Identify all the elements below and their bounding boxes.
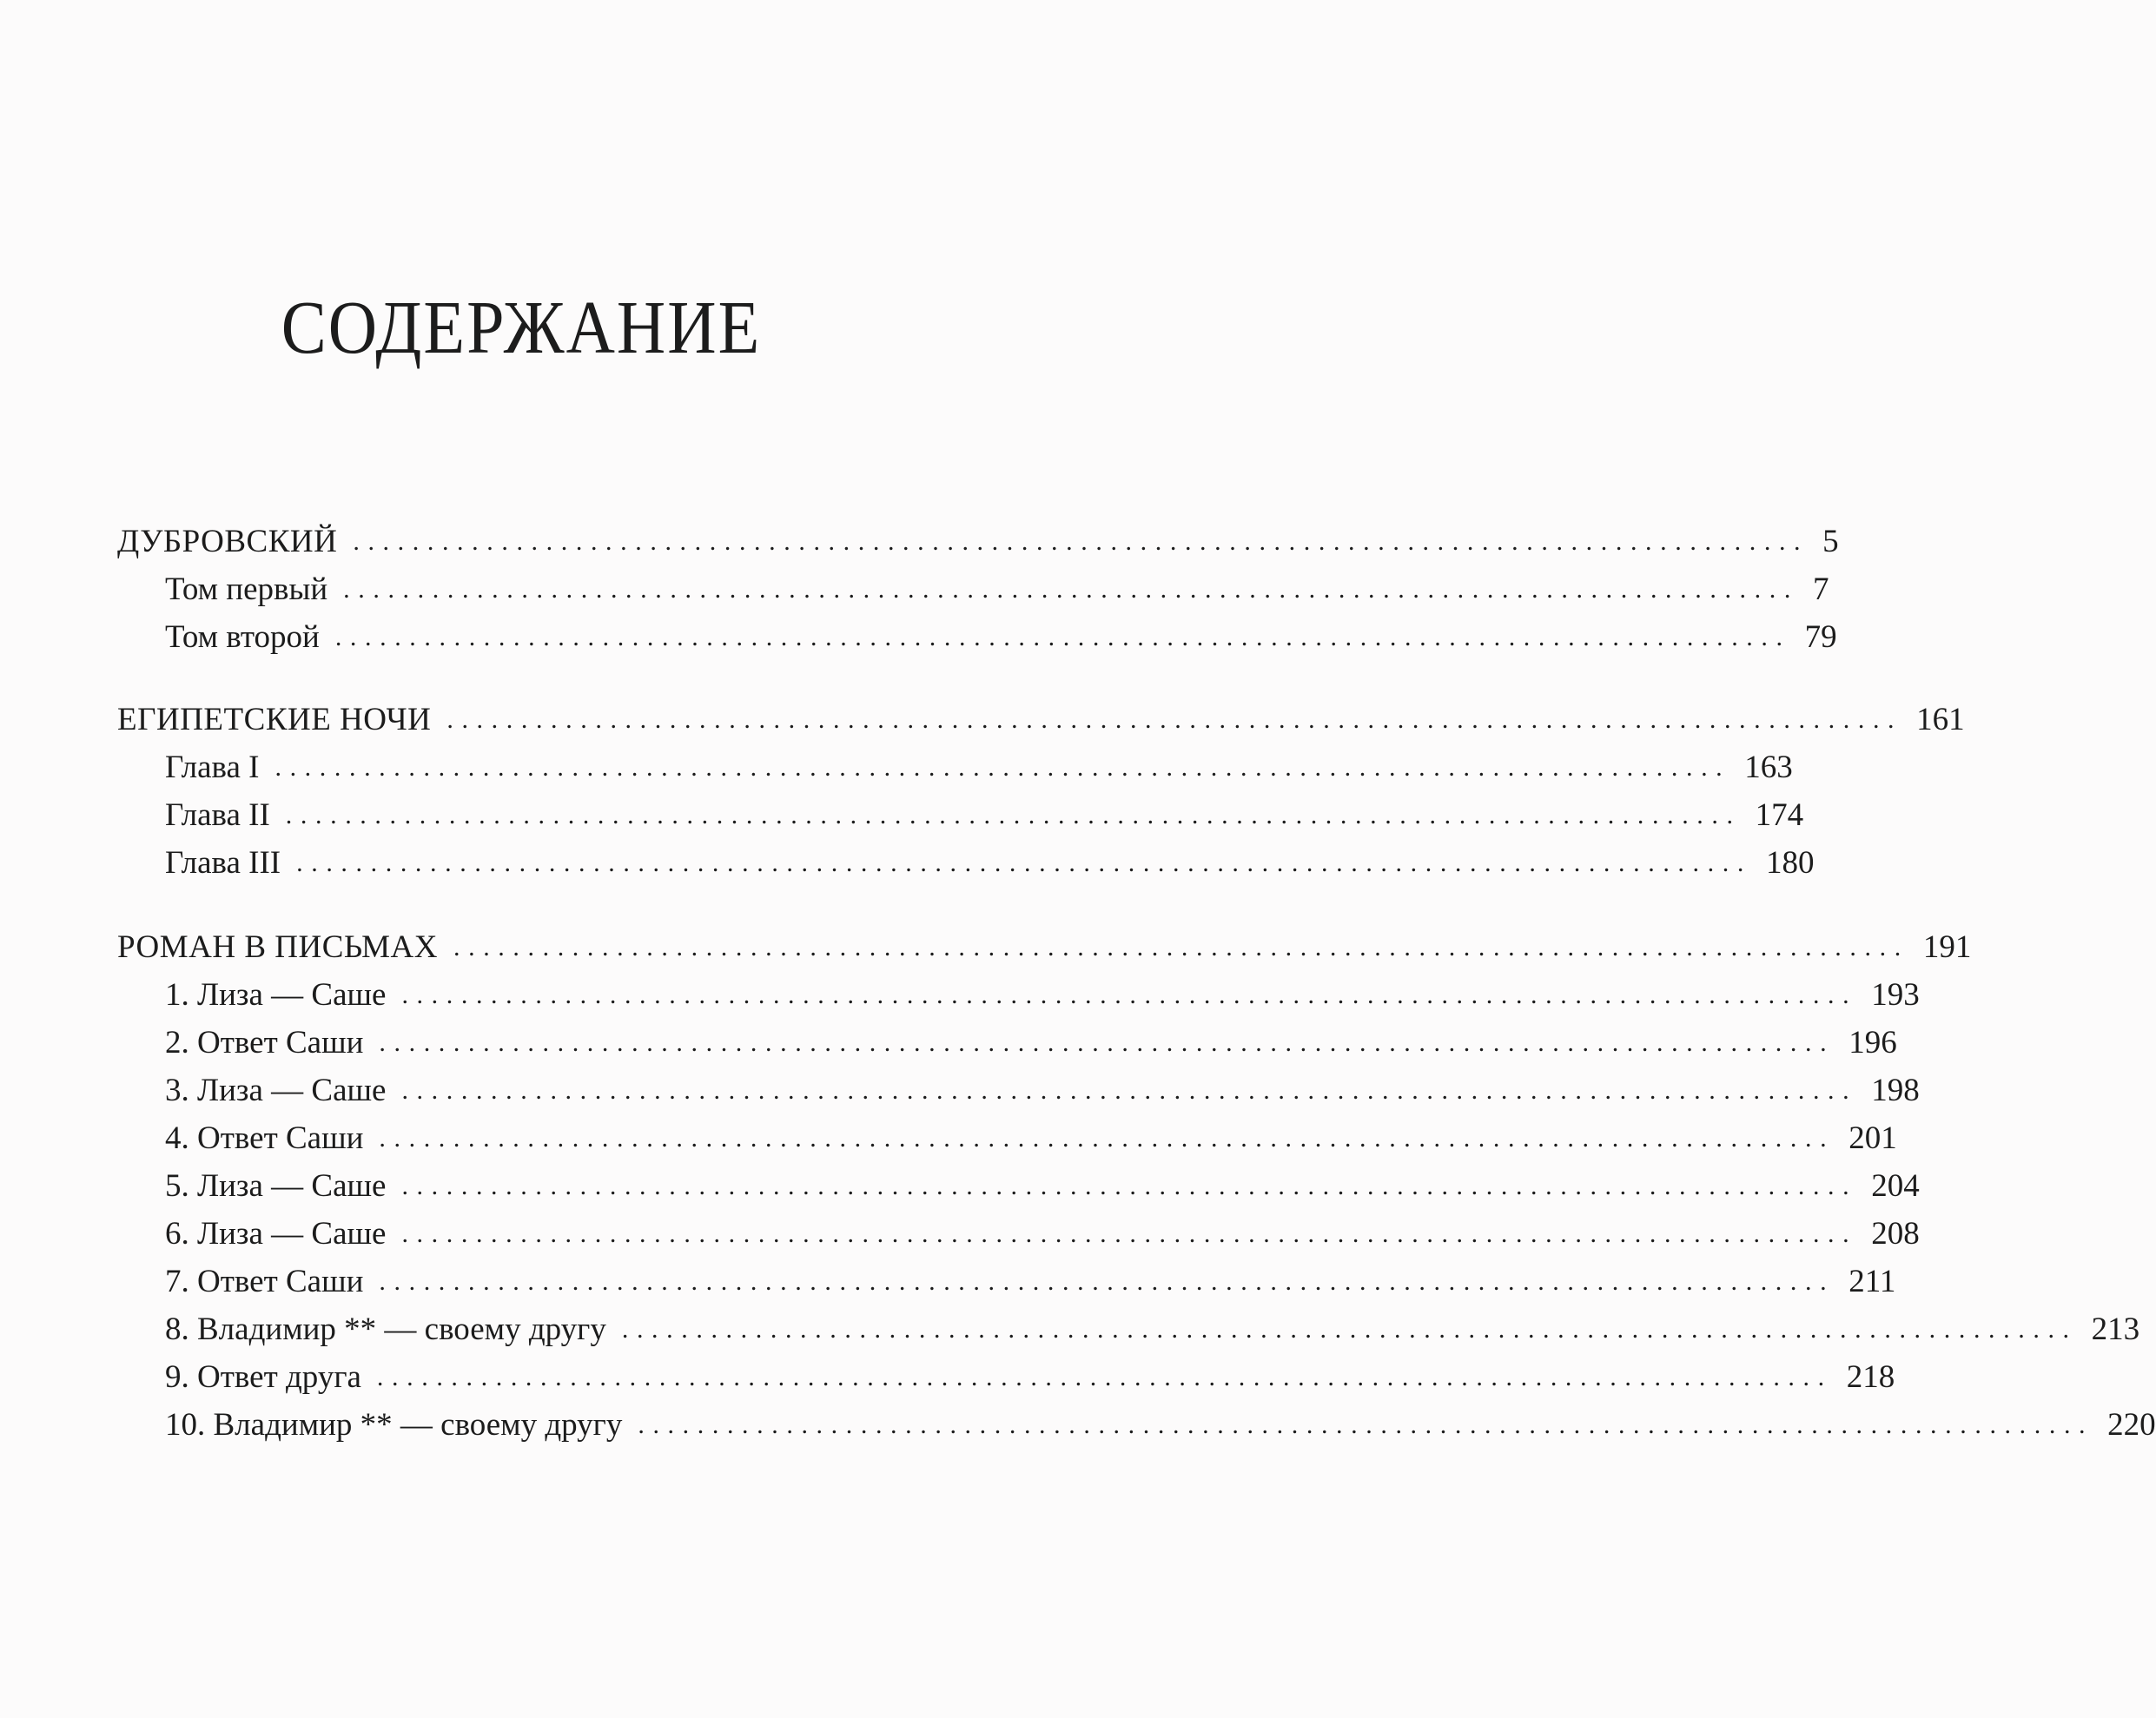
toc-page-number: 174 [1755,797,1804,833]
toc-section-entry[interactable] [117,514,1839,559]
toc-page-number: 180 [1765,845,1815,881]
toc-page-number: 196 [1848,1025,1897,1061]
toc-page-number: 79 [1804,619,1837,655]
dot-leader: .................................................................................................. [401,1219,1858,1248]
toc-page-number: 211 [1848,1264,1896,1299]
toc-page-number: 208 [1871,1216,1920,1252]
toc-item-entry[interactable] [165,740,1793,785]
toc-item-entry[interactable] [165,1063,1920,1108]
toc-page-number: 201 [1848,1120,1897,1156]
toc-page-number: 7 [1812,572,1829,607]
toc-item-title: Глава II [165,797,270,833]
toc-item-title: 10. Владимир ** — своему другу [165,1407,623,1443]
dot-leader: .................................................................................................. [274,753,1731,782]
toc-item-entry[interactable] [165,1159,1920,1204]
toc-page-number: 191 [1922,929,1972,965]
toc-item-entry[interactable] [165,1206,1920,1252]
toc-page-number: 198 [1871,1073,1920,1108]
toc-page-number: 213 [2091,1312,2140,1347]
toc-section-title: ЕГИПЕТСКИЕ НОЧИ [117,702,432,737]
dot-leader: .................................................................................................. [621,1315,2078,1344]
dot-leader: .................................................................................................. [353,527,1809,556]
toc-item-title: 8. Владимир ** — своему другу [165,1312,606,1347]
toc-item-title: 5. Лиза — Саше [165,1168,387,1204]
dot-leader: .................................................................................................. [285,801,1742,829]
toc-page-number: 220 [2107,1407,2156,1443]
toc-page-number: 5 [1822,524,1839,559]
dot-leader: .................................................................................................. [296,849,1752,877]
toc-item-entry[interactable] [165,1111,1897,1156]
toc-item-title: Том первый [165,572,328,607]
dot-leader: .................................................................................................. [334,623,1791,651]
toc-page-number: 163 [1744,750,1793,785]
toc-item-title: 9. Ответ друга [165,1359,361,1395]
toc-item-entry[interactable] [165,836,1815,881]
toc-page-number: 204 [1871,1168,1920,1204]
toc-item-entry[interactable] [165,562,1829,607]
toc-item-title: 1. Лиза — Саше [165,977,387,1013]
toc-item-entry[interactable] [165,1302,2140,1347]
toc-page-number: 193 [1871,977,1920,1013]
toc-item-entry[interactable] [165,788,1804,833]
toc-section-title: ДУБРОВСКИЙ [117,524,338,559]
toc-item-title: 4. Ответ Саши [165,1120,364,1156]
toc-item-title: Глава III [165,845,281,881]
dot-leader: .................................................................................................. [453,933,1909,961]
toc-item-title: 2. Ответ Саши [165,1025,364,1061]
toc-item-title: 3. Лиза — Саше [165,1073,387,1108]
toc-item-entry[interactable] [165,1398,2156,1443]
dot-leader: .................................................................................................. [379,1028,1835,1057]
dot-leader: .................................................................................................. [379,1124,1835,1153]
dot-leader: .................................................................................................. [401,1172,1858,1200]
dot-leader: .................................................................................................. [343,575,1799,604]
dot-leader: .................................................................................................. [379,1267,1835,1296]
toc-item-entry[interactable] [165,1015,1897,1061]
toc-item-entry[interactable] [165,1254,1896,1299]
dot-leader: .................................................................................................. [376,1363,1833,1391]
toc-page-number: 161 [1916,702,1965,737]
toc-item-entry[interactable] [165,1350,1895,1395]
toc-item-entry[interactable] [165,610,1837,655]
toc-item-title: Глава I [165,750,260,785]
dot-leader: .................................................................................................. [401,1076,1858,1105]
toc-section-title: РОМАН В ПИСЬМАХ [117,929,438,965]
dot-leader: .................................................................................................. [401,981,1858,1009]
toc-section-entry[interactable] [117,692,1965,737]
toc-item-title: Том второй [165,619,320,655]
dot-leader: .................................................................................................. [446,705,1903,734]
toc-item-entry[interactable] [165,968,1920,1013]
page-title: СОДЕРЖАНИЕ [281,284,762,370]
toc-item-title: 6. Лиза — Саше [165,1216,387,1252]
toc-page-number: 218 [1846,1359,1895,1395]
dot-leader: .................................................................................................. [638,1411,2094,1439]
toc-item-title: 7. Ответ Саши [165,1264,364,1299]
toc-section-entry[interactable] [117,920,1972,965]
